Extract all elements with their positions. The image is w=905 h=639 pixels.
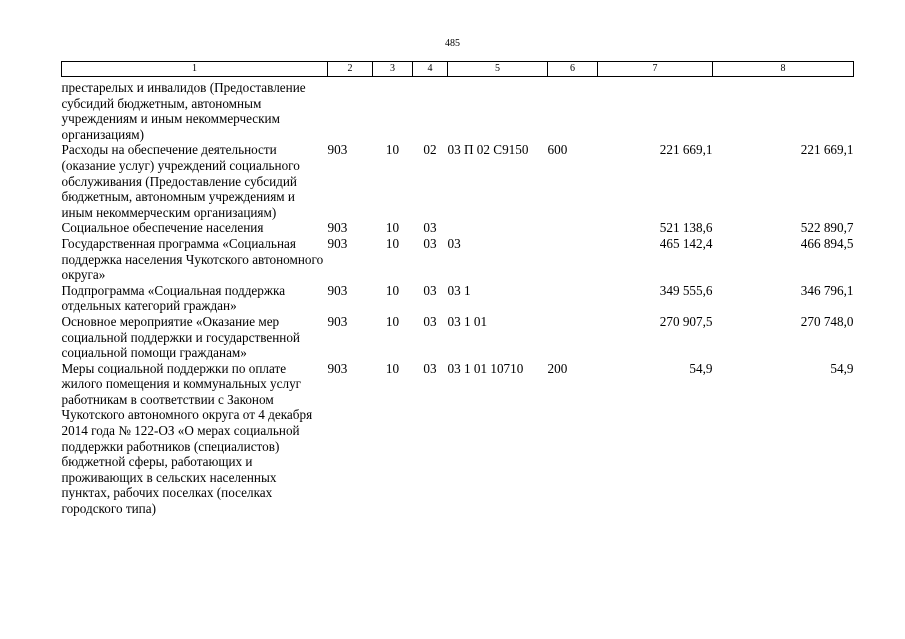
row-sum-year2: 270 748,0 <box>800 313 854 329</box>
row-sum-year2: 54,9 <box>830 360 854 376</box>
row-expense-type: 200 <box>547 360 568 376</box>
row-sum-year1: 521 138,6 <box>659 220 713 236</box>
column-header: 5 <box>448 62 548 77</box>
row-target-article <box>448 77 548 143</box>
row-subsection: 03 <box>423 313 437 329</box>
row-section <box>373 77 413 143</box>
row-section: 10 <box>385 220 400 236</box>
table-row <box>62 236 854 283</box>
row-expense-type <box>548 283 598 314</box>
table-row <box>62 361 854 517</box>
column-header: 7 <box>598 62 713 77</box>
row-sum-year1: 54,9 <box>689 360 713 376</box>
row-target-article: 03 П 02 С9150 <box>447 142 529 158</box>
row-target-article: 03 1 01 10710 <box>447 360 524 376</box>
row-name: Государственная программа «Социальная поддержка населения Чукотского автономного округа» <box>61 235 324 283</box>
row-sum-year2: 346 796,1 <box>800 282 854 298</box>
row-admin-code <box>328 77 373 143</box>
column-header: 6 <box>548 62 598 77</box>
row-name: Социальное обеспечение населения <box>61 220 264 236</box>
row-sum-year1: 465 142,4 <box>659 235 713 251</box>
row-admin-code: 903 <box>327 220 348 236</box>
row-sum-year1 <box>598 77 713 143</box>
row-subsection: 03 <box>423 282 437 298</box>
row-expense-type <box>548 314 598 361</box>
row-admin-code: 903 <box>327 142 348 158</box>
column-header: 4 <box>413 62 448 77</box>
row-section: 10 <box>385 235 400 251</box>
row-section: 10 <box>385 142 400 158</box>
row-sum-year2: 466 894,5 <box>800 235 854 251</box>
row-name: престарелых и инвалидов (Предоставление субсидий бюджетным, автономным учреждениям и иным некоммерческим организациям) <box>61 80 306 142</box>
row-admin-code: 903 <box>327 313 348 329</box>
row-sum-year1: 221 669,1 <box>659 142 713 158</box>
column-header: 3 <box>373 62 413 77</box>
budget-table <box>61 61 854 517</box>
row-name: Основное мероприятие «Оказание мер социальной поддержки и государственной социальной помощи гражданам» <box>61 313 300 361</box>
table-row <box>62 283 854 314</box>
row-target-article <box>448 220 548 236</box>
row-target-article: 03 <box>447 235 461 251</box>
row-section: 10 <box>385 313 400 329</box>
row-admin-code: 903 <box>327 282 348 298</box>
row-subsection <box>413 77 448 143</box>
row-subsection: 03 <box>423 220 437 236</box>
row-admin-code: 903 <box>327 360 348 376</box>
row-target-article: 03 1 01 <box>447 313 488 329</box>
row-subsection: 02 <box>423 142 437 158</box>
table-row <box>62 220 854 236</box>
row-subsection: 03 <box>423 360 437 376</box>
row-sum-year2 <box>713 77 854 143</box>
row-section: 10 <box>385 360 400 376</box>
row-admin-code: 903 <box>327 235 348 251</box>
row-expense-type <box>548 236 598 283</box>
row-name: Меры социальной поддержки по оплате жилого помещения и коммунальных услуг работникам в соответствии с Законом Чукотского автономного округа от 4 декабря 2014 года № 122-ОЗ «О мерах социальной поддержки работников (специалистов) бюджетной сферы, работающих и проживающих в сельских населенных пунктах, рабочих поселках (поселках городского типа) <box>61 360 313 517</box>
column-header: 8 <box>713 62 854 77</box>
table-row <box>62 314 854 361</box>
row-name: Расходы на обеспечение деятельности (оказание услуг) учреждений социального обслуживания (Предоставление субсидий бюджетным, автономным учреждениям и иным некоммерческим организациям) <box>61 142 300 220</box>
row-section: 10 <box>385 282 400 298</box>
column-number-row <box>62 62 854 77</box>
row-target-article: 03 1 <box>447 282 471 298</box>
row-expense-type <box>548 77 598 143</box>
column-header: 2 <box>328 62 373 77</box>
column-header: 1 <box>62 62 328 77</box>
row-sum-year1: 270 907,5 <box>659 313 713 329</box>
row-expense-type: 600 <box>547 142 568 158</box>
page-number: 485 <box>445 38 460 49</box>
row-sum-year2: 221 669,1 <box>800 142 854 158</box>
row-subsection: 03 <box>423 235 437 251</box>
table-row <box>62 77 854 143</box>
row-expense-type <box>548 220 598 236</box>
row-name: Подпрограмма «Социальная поддержка отдельных категорий граждан» <box>61 282 286 314</box>
row-sum-year2: 522 890,7 <box>800 220 854 236</box>
row-sum-year1: 349 555,6 <box>659 282 713 298</box>
table-row <box>62 142 854 220</box>
